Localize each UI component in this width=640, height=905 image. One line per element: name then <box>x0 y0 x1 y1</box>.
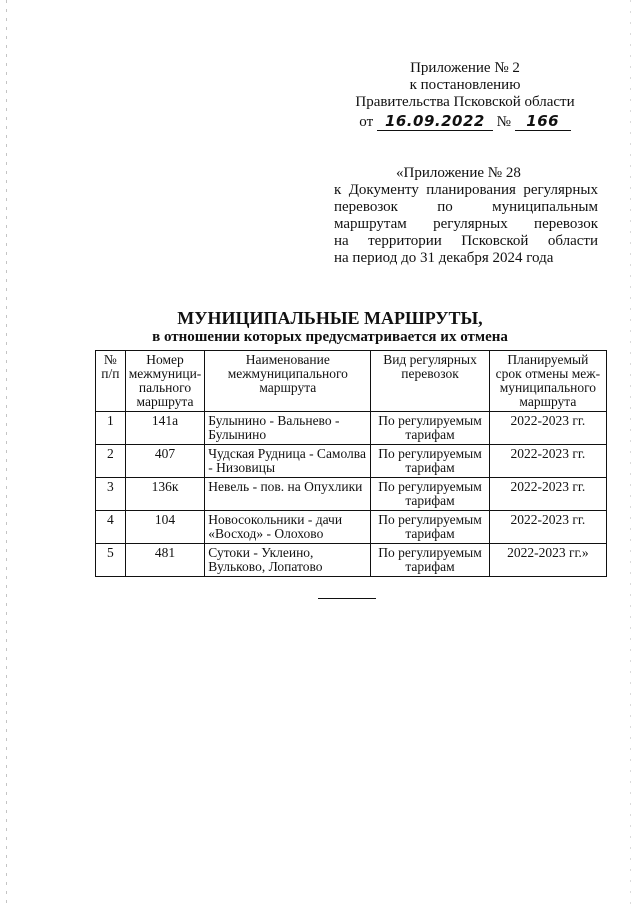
handwritten-number: 166 <box>515 113 571 131</box>
cell-route-number: 104 <box>125 511 205 544</box>
document-title <box>120 308 540 346</box>
cell-route-number: 481 <box>125 544 205 577</box>
header-route-name: Наименование межмуниципального маршрута <box>205 351 371 412</box>
cell-cancel-period: 2022-2023 гг. <box>489 478 606 511</box>
cell-index: 4 <box>96 511 126 544</box>
cell-route-name: Новосокольники - дачи «Восход» - Олохово <box>205 511 371 544</box>
table-row <box>96 445 607 478</box>
header-cancel-period: Планируемый срок отмены меж-муниципального маршрута <box>489 351 606 412</box>
routes-table <box>95 350 607 577</box>
header-route-number: Номер межмуници-пального маршрута <box>125 351 205 412</box>
cell-cancel-period: 2022-2023 гг. <box>489 445 606 478</box>
cell-index: 5 <box>96 544 126 577</box>
cell-route-number: 136к <box>125 478 205 511</box>
table-header-row <box>96 351 607 412</box>
inner-appendix-line: к Документу планирования регулярных <box>334 182 598 198</box>
cell-index: 2 <box>96 445 126 478</box>
table-row <box>96 478 607 511</box>
cell-index: 1 <box>96 412 126 445</box>
table-row <box>96 544 607 577</box>
cell-transport-type: По регулируемым тарифам <box>371 445 489 478</box>
cell-route-name: Булынино - Вальнево - Булынино <box>205 412 371 445</box>
number-prefix: № <box>496 114 511 130</box>
cell-route-number: 407 <box>125 445 205 478</box>
title-main: МУНИЦИПАЛЬНЫЕ МАРШРУТЫ, <box>177 308 483 328</box>
handwritten-date: 16.09.2022 <box>377 113 493 131</box>
scan-edge-right <box>630 0 631 905</box>
appendix-government: Правительства Псковской области <box>355 94 575 110</box>
cell-cancel-period: 2022-2023 гг. <box>489 511 606 544</box>
cell-transport-type: По регулируемым тарифам <box>371 544 489 577</box>
cell-transport-type: По регулируемым тарифам <box>371 511 489 544</box>
header-index: № п/п <box>96 351 126 412</box>
appendix-header <box>340 60 590 131</box>
cell-transport-type: По регулируемым тарифам <box>371 478 489 511</box>
header-transport-type: Вид регулярных перевозок <box>371 351 489 412</box>
appendix-date-line <box>340 113 590 131</box>
inner-appendix-line: на территории Псковской области <box>334 233 598 249</box>
cell-cancel-period: 2022-2023 гг.» <box>489 544 606 577</box>
table-row <box>96 511 607 544</box>
inner-appendix <box>334 165 598 267</box>
inner-appendix-title: «Приложение № 28 <box>396 165 521 181</box>
cell-transport-type: По регулируемым тарифам <box>371 412 489 445</box>
scan-edge-left <box>6 0 7 905</box>
inner-appendix-line: маршрутам регулярных перевозок <box>334 216 598 232</box>
date-prefix: от <box>359 114 374 130</box>
cell-index: 3 <box>96 478 126 511</box>
title-sub: в отношении которых предусматривается их отмена <box>152 329 508 345</box>
cell-route-number: 141а <box>125 412 205 445</box>
cell-route-name: Чудская Рудница - Самолва - Низовицы <box>205 445 371 478</box>
inner-appendix-line: перевозок по муниципальным <box>334 199 598 215</box>
inner-appendix-line: на период до 31 декабря 2024 года <box>334 250 554 266</box>
appendix-decree: к постановлению <box>409 77 521 93</box>
cell-cancel-period: 2022-2023 гг. <box>489 412 606 445</box>
cell-route-name: Невель - пов. на Опухлики <box>205 478 371 511</box>
appendix-number: Приложение № 2 <box>410 60 520 76</box>
closing-rule <box>318 598 376 599</box>
cell-route-name: Сутоки - Уклеино, Вульково, Лопатово <box>205 544 371 577</box>
table-row <box>96 412 607 445</box>
